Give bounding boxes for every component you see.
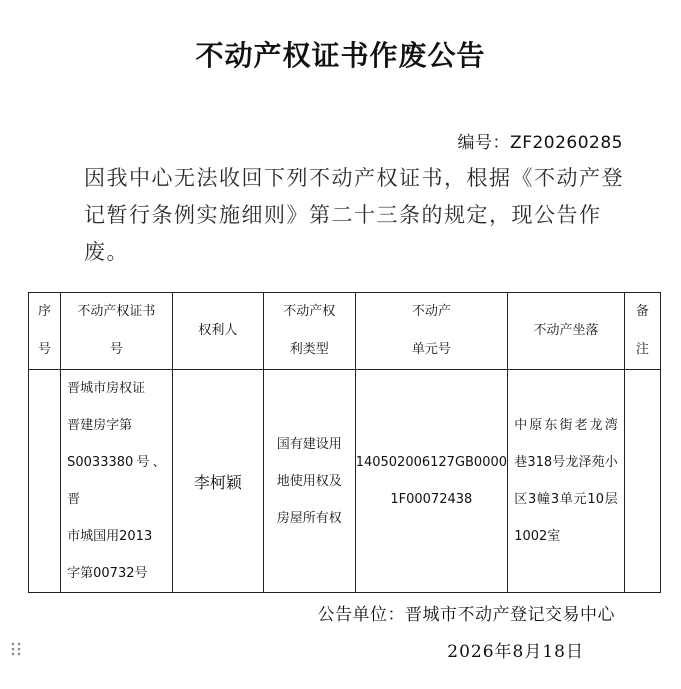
cell-right-type: 国有建设用地使用权及房屋所有权 <box>264 370 355 593</box>
cell-location: 中原东街老龙湾巷318号龙泽苑小区3幢3单元10层1002室 <box>508 370 625 593</box>
cell-note <box>624 370 660 593</box>
certificate-table <box>28 292 661 593</box>
announcement-date: 2026年8月18日 <box>447 642 584 662</box>
document-title: 不动产权证书作废公告 <box>195 39 486 72</box>
header-owner: 权利人 <box>172 293 263 370</box>
drag-handle-icon[interactable] <box>10 641 22 657</box>
header-location: 不动产坐落 <box>508 293 625 370</box>
header-unit-no: 不动产单元号 <box>355 293 508 370</box>
table-header-row <box>29 293 661 370</box>
cell-owner: 李柯颖 <box>172 370 263 593</box>
cell-seq <box>29 370 61 593</box>
issuing-organization: 公告单位：晋城市不动产登记交易中心 <box>317 605 615 625</box>
cell-unit-no: 140502006127GB00001F00072438 <box>355 370 508 593</box>
header-cert-no: 不动产权证书号 <box>61 293 173 370</box>
header-right-type: 不动产权利类型 <box>264 293 355 370</box>
header-note: 备注 <box>624 293 660 370</box>
announcement-body: 因我中心无法收回下列不动产权证书，根据《不动产登记暂行条例实施细则》第二十三条的规定，现公告作废。 <box>84 166 624 264</box>
cell-cert-no: 晋城市房权证 晋建房字第 S0033380号、晋 市城国用2013 字第00732号 <box>61 370 173 593</box>
header-seq: 序号 <box>29 293 61 370</box>
document-number: 编号：ZF20260285 <box>457 133 623 153</box>
table-row <box>29 370 661 593</box>
